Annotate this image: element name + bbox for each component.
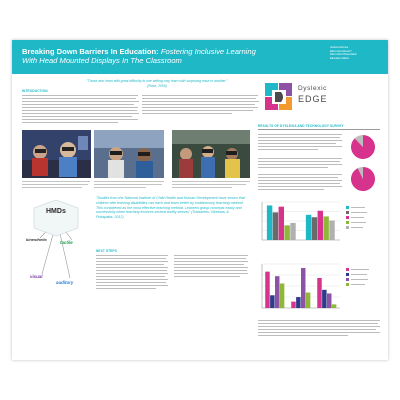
bar xyxy=(279,207,284,240)
research-quote: "Studies from the National Institute of Child Health and Human Development have shown that children with learning disabilities can each and learn better by multisensory teaching method. This considered as the most effective teaching method. Learners grasp concepts easily and successfully when teaching involves several bodily senses" (Tratsanthu, Nireewa, & Puttapatta, 2012) xyxy=(96,196,245,220)
legend-swatch xyxy=(346,216,364,219)
classroom-photo-3-art xyxy=(172,130,250,178)
title-italic: Fostering Inclusive Learning With Head Mounted Displays In The Classroom xyxy=(22,47,256,65)
classroom-photo-2-art xyxy=(94,130,164,178)
bar xyxy=(318,211,323,240)
bar xyxy=(323,216,328,240)
bar xyxy=(273,212,278,240)
bar xyxy=(327,293,331,308)
dyslexic-edge-logo xyxy=(264,80,376,114)
poster xyxy=(12,40,388,360)
classroom-photo-1-art xyxy=(22,130,91,178)
logo-word-edge: EDGE xyxy=(298,94,328,104)
bar xyxy=(306,215,311,240)
bar-chart-1-legend xyxy=(346,206,382,236)
author-line: Education Elbert xyxy=(330,56,350,60)
legend-swatch xyxy=(346,273,367,276)
legend-swatch xyxy=(346,206,365,209)
bar xyxy=(291,302,295,308)
author-block xyxy=(330,46,384,60)
word-hmds: HMDs xyxy=(46,208,66,215)
bar-chart-2-legend xyxy=(346,268,382,292)
classroom-photo-2 xyxy=(94,130,164,178)
word-tactile: tactile xyxy=(60,240,73,245)
poster-title xyxy=(22,47,267,65)
title-bold: Breaking Down Barriers In Education: xyxy=(22,47,159,56)
legend-swatch xyxy=(346,278,368,281)
bar xyxy=(284,225,289,240)
logo-word-dyslexic: Dyslexic xyxy=(298,85,327,92)
bar xyxy=(267,205,272,240)
results-heading: RESULTS OF DYSLEXIA AND TECHNOLOGY SURVEY xyxy=(258,124,344,128)
bar xyxy=(306,293,310,308)
legend-swatch xyxy=(346,211,367,214)
classroom-photo-3 xyxy=(172,130,250,178)
bar xyxy=(317,278,321,308)
bar-chart-1 xyxy=(258,200,342,244)
legend-swatch xyxy=(346,221,366,224)
logo-mark-icon xyxy=(264,82,294,112)
next-steps-heading: NEXT STEPS xyxy=(96,249,117,253)
bar xyxy=(312,217,317,240)
word-visual: visual xyxy=(30,274,43,279)
bar-chart-2 xyxy=(258,262,342,312)
bar xyxy=(301,268,305,308)
introduction-heading: INTRODUCTION xyxy=(22,89,48,93)
pie-chart-1 xyxy=(350,134,376,160)
bar xyxy=(296,297,300,308)
classroom-photo-1 xyxy=(22,130,91,178)
author-line: Rita Imbert Dissertation xyxy=(330,53,358,57)
legend-swatch xyxy=(346,283,365,286)
bar xyxy=(280,283,284,308)
bar xyxy=(332,304,336,308)
word-kinesthetic: kinesthetic xyxy=(26,237,47,242)
opening-quote: "Those who learn with great difficulty in one setting may learn with surprising ease in another." (Rose, 2009) xyxy=(86,79,228,88)
bar xyxy=(270,295,274,308)
bar xyxy=(329,220,334,240)
word-auditory: auditory xyxy=(56,280,74,285)
legend-swatch xyxy=(346,268,369,271)
pie-chart-2 xyxy=(350,166,376,192)
header-banner xyxy=(12,40,388,74)
bar xyxy=(265,272,269,308)
bar xyxy=(275,276,279,308)
bar xyxy=(322,290,326,308)
legend-swatch xyxy=(346,226,363,229)
author-line: Jessica Holmes xyxy=(330,46,349,49)
author-line: Ellis Instructional T. xyxy=(330,49,353,53)
bar xyxy=(290,223,295,240)
results-divider xyxy=(258,129,380,130)
